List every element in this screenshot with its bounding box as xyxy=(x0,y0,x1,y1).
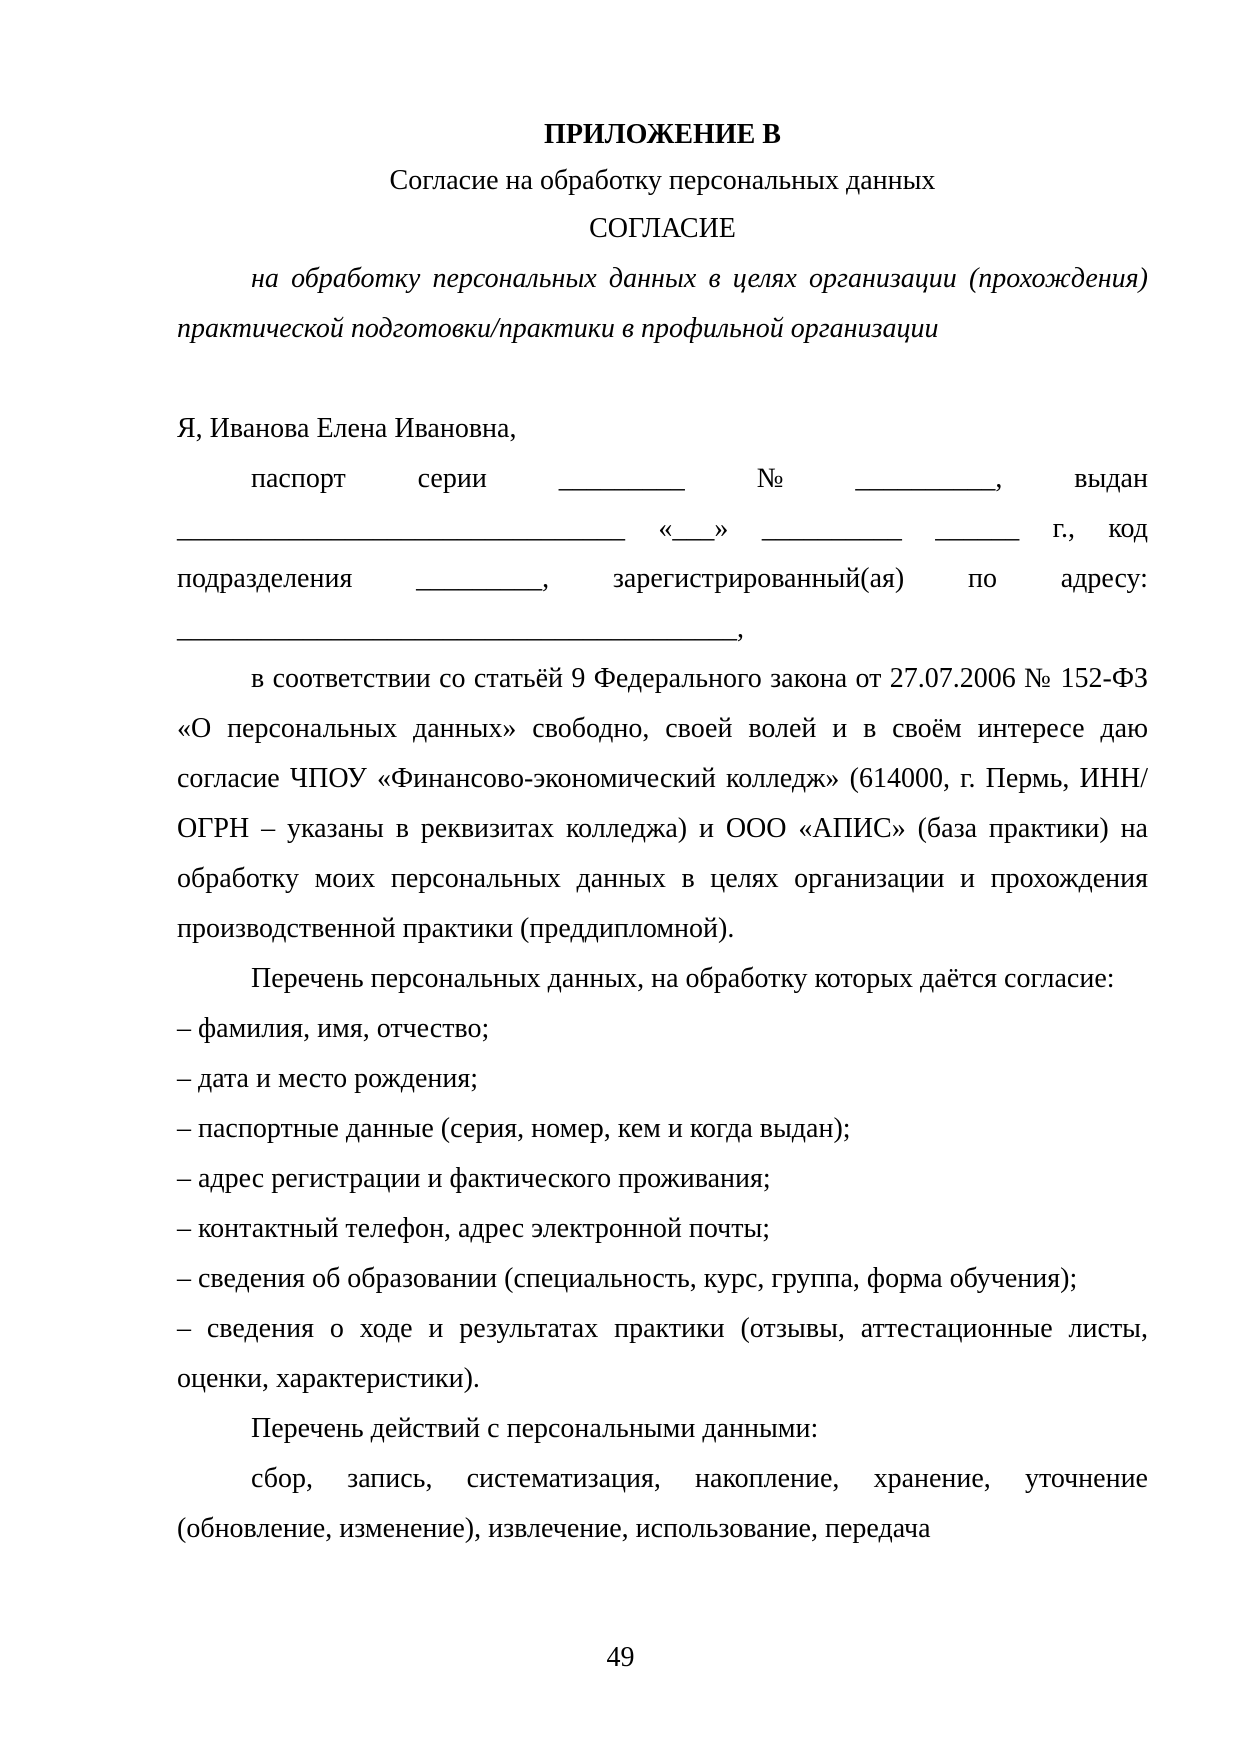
subdivision-word: подразделения xyxy=(177,563,353,594)
actions-text: сбор, запись, систематизация, накопление, хранение, уточнение (обновление, изменение), извлечение, использование, передача xyxy=(177,1463,1148,1544)
data-list-item: – дата и место рождения; xyxy=(177,1063,479,1094)
code-word: код xyxy=(1108,513,1148,544)
consent-subtitle: на обработку персональных данных в целях организации (прохождения) практической подготовки/практики в профильной организации xyxy=(177,263,1148,344)
number-blank: __________, xyxy=(855,463,1003,494)
passport-row-2 xyxy=(177,504,1148,554)
person-intro: Я, Иванова Елена Ивановна, xyxy=(177,413,517,444)
number-sign: № xyxy=(756,463,784,494)
data-list-intro: Перечень персональных данных, на обработку которых даётся согласие: xyxy=(251,963,1115,994)
year-abbrev: г., xyxy=(1052,513,1075,544)
passport-word: паспорт xyxy=(251,463,346,494)
at-word: по xyxy=(967,563,997,594)
address-blank: ________________________________________, xyxy=(177,613,744,644)
registered-word: зарегистрированный(ая) xyxy=(612,563,905,594)
series-word: серии xyxy=(417,463,487,494)
page-number: 49 xyxy=(606,1642,635,1673)
data-list-item: – паспортные данные (серия, номер, кем и когда выдан); xyxy=(177,1113,851,1144)
document-content xyxy=(177,112,1148,1554)
consent-title: СОГЛАСИЕ xyxy=(589,213,736,244)
data-list-item: – сведения об образовании (специальность, курс, группа, форма обучения); xyxy=(177,1263,1078,1294)
data-list-item: – сведения о ходе и результатах практики (отзывы, аттестационные листы, оценки, характеристики). xyxy=(177,1313,1148,1394)
data-list-item: – контактный телефон, адрес электронной почты; xyxy=(177,1213,771,1244)
appendix-caption: Согласие на обработку персональных данных xyxy=(389,165,936,196)
data-list-item: – фамилия, имя, отчество; xyxy=(177,1013,490,1044)
issuer-blank: ________________________________ xyxy=(177,513,625,544)
year-blank: ______ xyxy=(935,513,1020,544)
appendix-title: ПРИЛОЖЕНИЕ В xyxy=(544,119,781,150)
consent-paragraph: в соответствии со статьёй 9 Федерального закона от 27.07.2006 № 152-ФЗ «О персональных данных» свободно, своей волей и в своём интересе даю согласие ЧПОУ «Финансово-экономический колледж» (614000, г. Пермь, ИНН/ОГРН – указаны в реквизитах колледжа) и ООО «АПИС» (база практики) на обработку моих персональных данных в целях организации и прохождения производственной практики (преддипломной). xyxy=(177,663,1148,944)
actions-intro: Перечень действий с персональными данными: xyxy=(251,1413,819,1444)
series-blank: _________ xyxy=(558,463,685,494)
address-word: адресу: xyxy=(1060,563,1148,594)
data-list-item: – адрес регистрации и фактического проживания; xyxy=(177,1163,771,1194)
passport-row-3 xyxy=(177,554,1148,604)
passport-row-1 xyxy=(177,454,1148,504)
subdivision-blank: _________, xyxy=(416,563,550,594)
issued-word: выдан xyxy=(1074,463,1148,494)
day-blank: «___» xyxy=(658,513,729,544)
month-blank: __________ xyxy=(761,513,902,544)
